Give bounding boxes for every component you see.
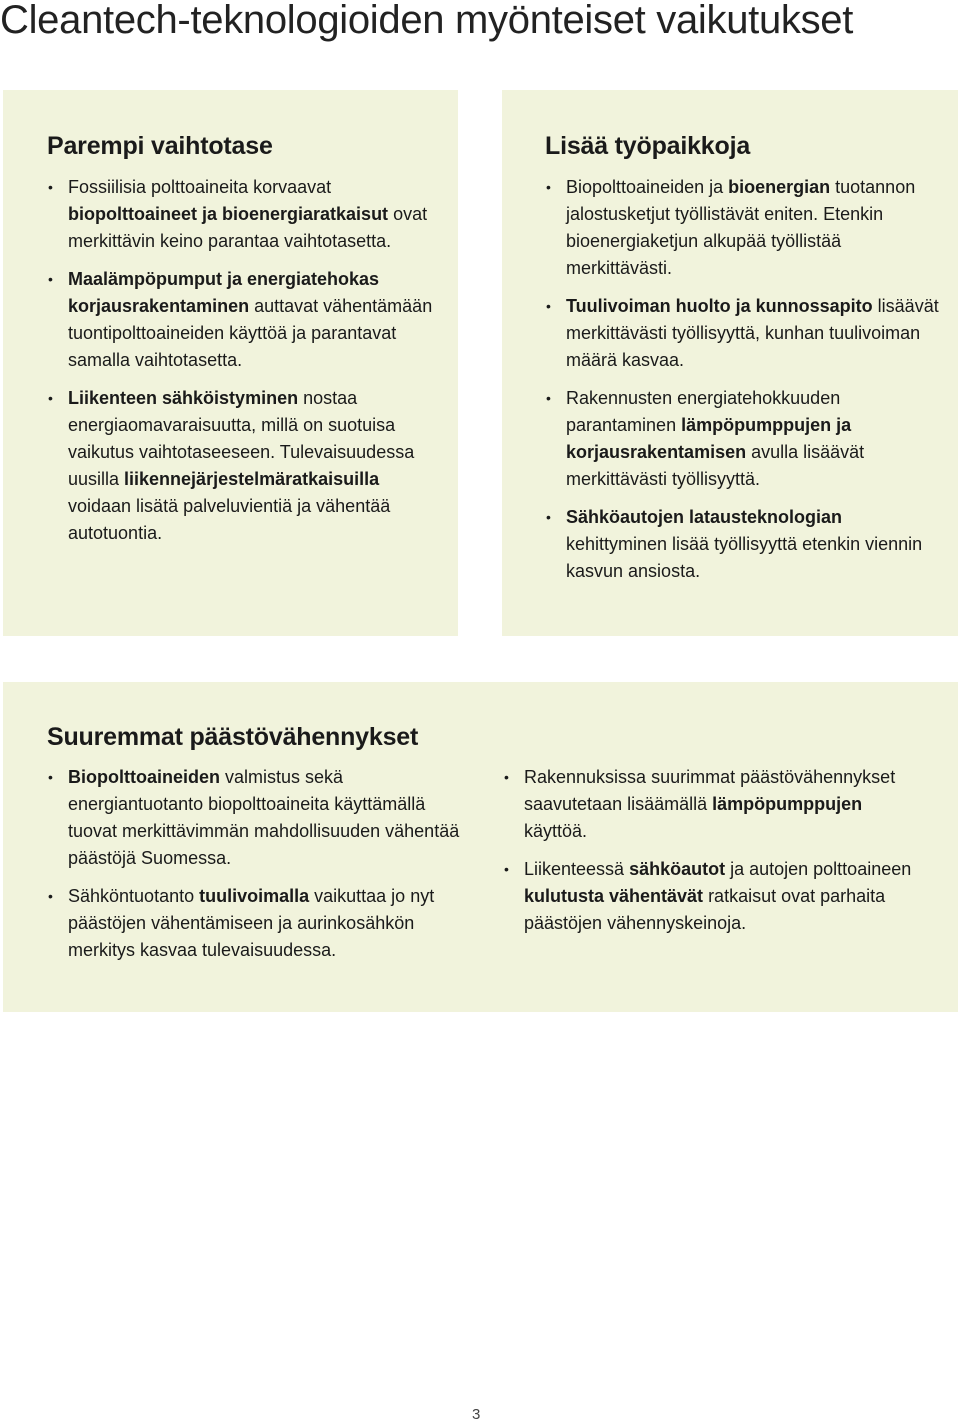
bold-text: bioenergian — [728, 177, 831, 197]
bullet-list-right — [503, 764, 923, 948]
panel-heading: Suuremmat päästövähennykset — [47, 723, 419, 751]
body-text: Fossiilisia polttoaineita korvaavat — [68, 177, 332, 197]
panel-heading: Lisää työpaikkoja — [545, 132, 751, 160]
panel-more-jobs — [502, 90, 958, 636]
bullet-item — [47, 883, 467, 964]
bullet-list — [47, 174, 442, 558]
body-text: auttavat vähentämään tuontipolttoaineiden käyttöä ja parantavat samalla vaihtotasetta. — [68, 296, 433, 370]
body-text: voidaan lisätä palveluvientiä ja vähentää autotuontia. — [68, 496, 391, 543]
body-text: Biopolttoaineiden ja — [566, 177, 729, 197]
body-text: Rakennuksissa suurimmat päästövähennykset saavutetaan lisäämällä — [524, 767, 896, 814]
bold-text: Tuulivoiman huolto ja kunnossapito — [566, 296, 873, 316]
body-text: lisäävät merkittävästi työllisyyttä, kunhan tuulivoiman määrä kasvaa. — [566, 296, 939, 370]
body-text: avulla lisäävät merkittävästi työllisyyttä. — [566, 442, 865, 489]
bullet-item — [545, 385, 945, 493]
bullet-marker: • — [48, 888, 53, 904]
bold-text: tuulivoimalla — [199, 886, 310, 906]
bullet-marker: • — [48, 179, 53, 195]
body-text: ovat merkittävin keino parantaa vaihtotasetta. — [68, 204, 428, 251]
body-text: käyttöä. — [524, 821, 588, 841]
body-text: valmistus sekä energiantuotanto biopolttoaineita käyttämällä tuovat merkittävimmän mahdollisuuden vähentää päästöjä Suomessa. — [68, 767, 460, 868]
bullet-item — [47, 174, 442, 255]
bullet-marker: • — [504, 769, 509, 785]
bold-text: lämpöpumppujen — [712, 794, 863, 814]
bullet-item — [47, 764, 467, 872]
bullet-marker: • — [546, 179, 551, 195]
bullet-list — [545, 174, 945, 596]
bullet-marker: • — [48, 390, 53, 406]
bold-text: Maalämpöpumput ja energiatehokas korjausrakentaminen — [68, 269, 380, 316]
bold-text: biopolttoaineet ja bioenergiaratkaisut — [68, 204, 389, 224]
bullet-marker: • — [504, 861, 509, 877]
body-text: ja autojen polttoaineen — [725, 859, 912, 879]
body-text: nostaa energiaomavaraisuutta, millä on suotuisa vaikutus vaihtotaseeseen. Tulevaisuudessa uusilla — [68, 388, 415, 489]
body-text: Sähköntuotanto — [68, 886, 200, 906]
bullet-marker: • — [546, 390, 551, 406]
bullet-item — [545, 174, 945, 282]
body-text: tuotannon jalostusketjut työllistävät eniten. Etenkin bioenergiaketjun alkupää työllistää merkittävästi. — [566, 177, 916, 278]
bold-text: lämpöpumppujen ja korjausrakentamisen — [566, 415, 852, 462]
bullet-item — [47, 385, 442, 547]
bold-text: Biopolttoaineiden — [68, 767, 220, 787]
bold-text: Liikenteen sähköistyminen — [68, 388, 299, 408]
bold-text: liikennejärjestelmäratkaisuilla — [124, 469, 380, 489]
body-text: Rakennusten energiatehokkuuden parantaminen — [566, 388, 841, 435]
panel-better-trade-balance — [3, 90, 458, 636]
bullet-item — [47, 266, 442, 374]
bullet-list-left — [47, 764, 467, 975]
bullet-item — [545, 293, 945, 374]
bold-text: sähköautot — [629, 859, 726, 879]
page-title: Cleantech-teknologioiden myönteiset vaikutukset — [0, 0, 854, 42]
body-text: kehittyminen lisää työllisyyttä etenkin viennin kasvun ansiosta. — [566, 534, 923, 581]
bullet-marker: • — [546, 298, 551, 314]
body-text: ratkaisut ovat parhaita päästöjen vähennyskeinoja. — [524, 886, 886, 933]
bullet-marker: • — [48, 769, 53, 785]
page-number: 3 — [472, 1406, 481, 1423]
panel-heading: Parempi vaihtotase — [47, 132, 273, 160]
bold-text: Sähköautojen latausteknologian — [566, 507, 843, 527]
bullet-marker: • — [48, 271, 53, 287]
panel-greater-emission-reductions — [3, 682, 958, 1012]
bullet-item — [503, 764, 923, 845]
body-text: vaikuttaa jo nyt päästöjen vähentämiseen ja aurinkosähkön merkitys kasvaa tulevaisuudessa. — [68, 886, 435, 960]
bullet-marker: • — [546, 509, 551, 525]
bullet-item — [545, 504, 945, 585]
body-text: Liikenteessä — [524, 859, 630, 879]
bullet-item — [503, 856, 923, 937]
bold-text: kulutusta vähentävät — [524, 886, 704, 906]
